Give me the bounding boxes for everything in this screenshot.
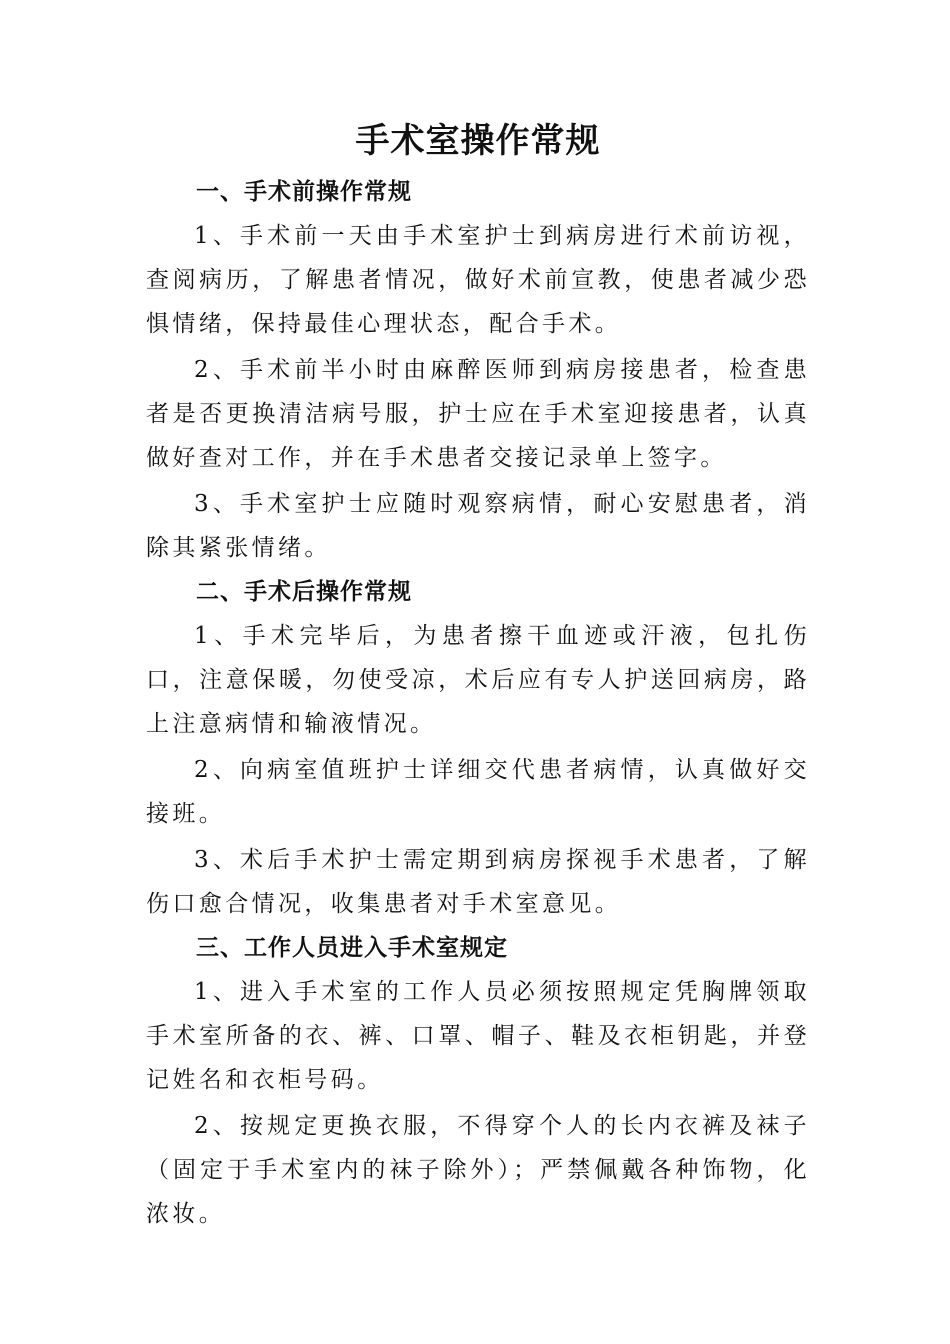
section-heading: 二、手术后操作常规 <box>196 579 412 605</box>
paragraph: 3、手术室护士应随时观察病情，耐心安慰患者，消除其紧张情绪。 <box>146 491 810 561</box>
paragraph: 2、按规定更换衣服，不得穿个人的长内衣裤及袜子（固定于手术室内的袜子除外）；严禁佩戴各种饰物，化浓妆。 <box>146 1113 810 1227</box>
section-staff-entry-rules <box>146 926 810 1236</box>
section-heading: 一、手术前操作常规 <box>196 179 412 205</box>
document-page <box>146 112 810 1236</box>
section-preoperative <box>146 170 810 570</box>
paragraph: 1、进入手术室的工作人员必须按照规定凭胸牌领取手术室所备的衣、裤、口罩、帽子、鞋及衣柜钥匙，并登记姓名和衣柜号码。 <box>146 979 810 1093</box>
section-postoperative <box>146 570 810 926</box>
paragraph: 2、向病室值班护士详细交代患者病情，认真做好交接班。 <box>146 757 810 827</box>
section-heading: 三、工作人员进入手术室规定 <box>196 935 508 961</box>
paragraph: 2、手术前半小时由麻醉医师到病房接患者，检查患者是否更换清洁病号服，护士应在手术室迎接患者，认真做好查对工作，并在手术患者交接记录单上签字。 <box>146 357 810 471</box>
paragraph: 1、手术完毕后，为患者擦干血迹或汗液，包扎伤口，注意保暖，勿使受凉，术后应有专人护送回病房，路上注意病情和输液情况。 <box>146 623 810 737</box>
paragraph: 3、术后手术护士需定期到病房探视手术患者，了解伤口愈合情况，收集患者对手术室意见。 <box>146 847 810 917</box>
paragraph: 1、手术前一天由手术室护士到病房进行术前访视，查阅病历，了解患者情况，做好术前宣教，使患者减少恐惧情绪，保持最佳心理状态，配合手术。 <box>146 223 810 337</box>
document-title: 手术室操作常规 <box>355 121 601 161</box>
